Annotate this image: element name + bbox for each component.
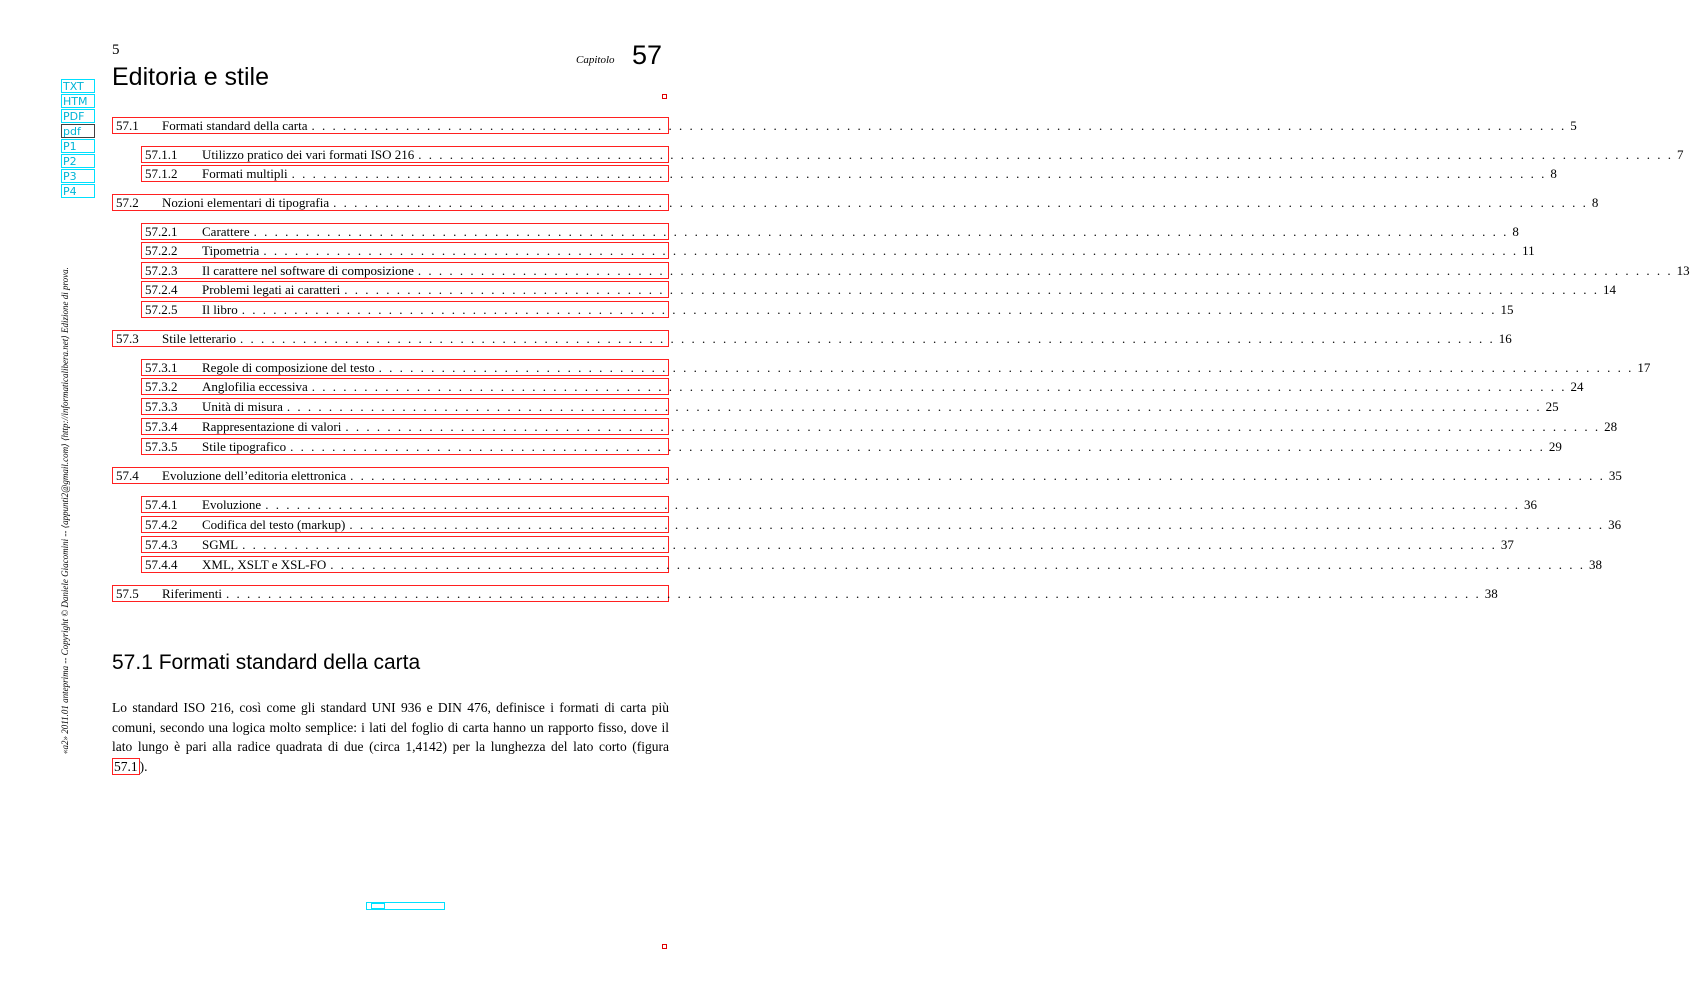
toc-entry[interactable] [141, 223, 1519, 240]
toc-entry-title: XML, XSLT e XSL-FO [202, 556, 327, 572]
toc-entry-page: 25 [1545, 398, 1559, 414]
toc-entry-leader: . . . . . . . . . . . . . . . . . . . . . . . . . . . . . . . . . . . . . . . . . . . . . . . . . . . . . . . . . . . . . . . . . . . . . . . . . . . . . . . . . . . . . . . . . . . . . . . . . . . . . . . . . . . . . . . . . . . . . . . . [240, 330, 1495, 346]
toc-entry[interactable] [141, 262, 1690, 279]
toc-entry[interactable] [141, 242, 1535, 259]
copyright-sidebar: «a2» 2011.01 anteprima -- Copyright © Daniele Giacomini -- ⟨appunti2@gmail.com⟩ ⟨http://informaticalibera.net⟩ Edizione di prova. [60, 267, 70, 754]
toc-entry-title: Il carattere nel software di composizione [202, 262, 414, 278]
nav-link-pdf[interactable]: PDF [61, 109, 95, 123]
toc-entry-page: 8 [1550, 165, 1557, 181]
toc-entry-title: Evoluzione dell’editoria elettronica [162, 467, 347, 483]
toc-entry-number: 57.4.4 [145, 556, 178, 572]
toc-entry-page: 29 [1548, 438, 1562, 454]
toc-entry-page: 16 [1498, 330, 1512, 346]
toc-entry-leader: . . . . . . . . . . . . . . . . . . . . . . . . . . . . . . . . . . . . . . . . . . . . . . . . . . . . . . . . . . . . . . . . . . . . . . . . . . . . . . . . . . . . . . . . . . . . . . . . . . . . . . . . . . . . . . . . . . . . . . . . [311, 117, 1567, 133]
toc-entry[interactable] [141, 398, 1559, 415]
toc-entry-number: 57.2.1 [145, 223, 178, 239]
toc-entry-leader: . . . . . . . . . . . . . . . . . . . . . . . . . . . . . . . . . . . . . . . . . . . . . . . . . . . . . . . . . . . . . . . . . . . . . . . . . . . . . . . . . . . . . . . . . . . . . . . . . . . . . . . . . . . . . . . . . . . . . . . . [291, 165, 1547, 181]
toc-entry-title: Problemi legati ai caratteri [202, 281, 341, 297]
toc-entry-page: 28 [1604, 418, 1618, 434]
nav-link-p3[interactable]: P3 [61, 169, 95, 183]
nav-link-p2[interactable]: P2 [61, 154, 95, 168]
toc-entry[interactable] [141, 516, 1622, 533]
toc-entry-title: Codifica del testo (markup) [202, 516, 346, 532]
toc-entry-number: 57.1 [116, 117, 139, 133]
toc-entry-title: Stile tipografico [202, 438, 287, 454]
toc-entry-title: Il libro [202, 301, 238, 317]
toc-entry-page: 36 [1608, 516, 1622, 532]
toc-entry-leader: . . . . . . . . . . . . . . . . . . . . . . . . . . . . . . . . . . . . . . . . . . . . . . . . . . . . . . . . . . . . . . . . . . . . . . . . . . . . . . . . . . . . . . . . . . . . . . . . . . . . . . . . . . . . . . . . . . . . . . . . [330, 556, 1585, 572]
toc-entry[interactable] [141, 359, 1651, 376]
page-navigation-bar[interactable] [366, 902, 445, 910]
toc-entry-leader: . . . . . . . . . . . . . . . . . . . . . . . . . . . . . . . . . . . . . . . . . . . . . . . . . . . . . . . . . . . . . . . . . . . . . . . . . . . . . . . . . . . . . . . . . . . . . . . . . . . . . . . . . . . . . . . . . . . . . . . . [350, 467, 1605, 483]
corner-link-marker[interactable] [662, 94, 667, 99]
toc-entry-page: 14 [1603, 281, 1616, 297]
toc-entry-number: 57.3 [116, 330, 139, 346]
toc-entry-number: 57.1.1 [145, 146, 178, 162]
toc-entry-number: 57.4 [116, 467, 139, 483]
chapter-title: Editoria e stile [112, 63, 270, 91]
toc-entry-number: 57.2 [116, 194, 139, 210]
toc-entry-leader: . . . . . . . . . . . . . . . . . . . . . . . . . . . . . . . . . . . . . . . . . . . . . . . . . . . . . . . . . . . . . . . . . . . . . . . . . . . . . . . . . . . . . . . . . . . . . . . . . . . . . . . . . . . . . . . . . . . . . . . . [263, 242, 1519, 258]
toc-entry-leader: . . . . . . . . . . . . . . . . . . . . . . . . . . . . . . . . . . . . . . . . . . . . . . . . . . . . . . . . . . . . . . . . . . . . . . . . . . . . . . . . . . . . . . . . . . . . . . . . . . . . . . . . . . . . . . . . . . . . . . . . [417, 262, 1673, 278]
toc-entry-title: Regole di composizione del testo [202, 359, 375, 375]
toc-entry-leader: . . . . . . . . . . . . . . . . . . . . . . . . . . . . . . . . . . . . . . . . . . . . . . . . . . . . . . . . . . . . . . . . . . . . . . . . . . . . . . . . . . . . . . . . . . . . . . . . . . . . . . . . . . . . . . . . . . . . . . . . [345, 418, 1601, 434]
toc-entry-leader: . . . . . . . . . . . . . . . . . . . . . . . . . . . . . . . . . . . . . . . . . . . . . . . . . . . . . . . . . . . . . . . . . . . . . . . . . . . . . . . . . . . . . . . . . . . . . . . . . . . . . . . . . . . . . . . . . . . . . . . . [241, 301, 1497, 317]
toc-entry-page: 8 [1512, 223, 1519, 239]
nav-link-p4[interactable]: P4 [61, 184, 95, 198]
toc-entry[interactable] [141, 438, 1562, 455]
toc-entry[interactable] [112, 585, 1498, 602]
toc-entry-leader: . . . . . . . . . . . . . . . . . . . . . . . . . . . . . . . . . . . . . . . . . . . . . . . . . . . . . . . . . . . . . . . . . . . . . . . . . . . . . . . . . . . . . . . . . . . . . . . . . . . . . . . . . . . . . . . . . . . . . . . . [242, 536, 1497, 552]
toc-entry-leader: . . . . . . . . . . . . . . . . . . . . . . . . . . . . . . . . . . . . . . . . . . . . . . . . . . . . . . . . . . . . . . . . . . . . . . . . . . . . . . . . . . . . . . . . . . . . . . . . . . . . . . . . . . . . . . . . . . . . . . . . [265, 496, 1520, 512]
toc-entry-title: Tipometria [202, 242, 260, 258]
toc-entry-title: Rappresentazione di valori [202, 418, 342, 434]
toc-entry[interactable] [112, 194, 1599, 211]
toc-entry[interactable] [141, 165, 1557, 182]
corner-link-marker-bottom[interactable] [662, 944, 667, 949]
toc-entry-title: Anglofilia eccessiva [202, 378, 308, 394]
toc-entry-title: Formati standard della carta [162, 117, 308, 133]
toc-entry-number: 57.4.2 [145, 516, 178, 532]
figure-reference-link[interactable]: 57.1 [114, 758, 138, 774]
toc-entry-leader: . . . . . . . . . . . . . . . . . . . . . . . . . . . . . . . . . . . . . . . . . . . . . . . . . . . . . . . . . . . . . . . . . . . . . . . . . . . . . . . . . . . . . . . . . . . . . . . . . . . . . . . . . . . . . . . . . . . . . . . . [290, 438, 1545, 454]
toc-entry-page: 38 [1589, 556, 1602, 572]
toc-entry-title: Unità di misura [202, 398, 283, 414]
nav-link-htm[interactable]: HTM [61, 94, 95, 108]
toc-entry-title: Nozioni elementari di tipografia [162, 194, 330, 210]
toc-entry-leader: . . . . . . . . . . . . . . . . . . . . . . . . . . . . . . . . . . . . . . . . . . . . . . . . . . . . . . . . . . . . . . . . . . . . . . . . . . . . . . . . . . . . . . . . . . . . . . . . . . . . . . . . . . . . . . . . . . . . . . . . [311, 378, 1567, 394]
toc-entry[interactable] [141, 301, 1514, 318]
toc-entry-leader: . . . . . . . . . . . . . . . . . . . . . . . . . . . . . . . . . . . . . . . . . . . . . . . . . . . . . . . . . . . . . . . . . . . . . . . . . . . . . . . . . . . . . . . . . . . . . . . . . . . . . . . . . . . . . . . . . . . . . . . . [225, 585, 1481, 601]
toc-entry-number: 57.3.1 [145, 359, 178, 375]
nav-link-p1[interactable]: P1 [61, 139, 95, 153]
toc-entry[interactable] [141, 536, 1514, 553]
toc-entry-page: 36 [1523, 496, 1537, 512]
toc-entry-page: 24 [1570, 378, 1584, 394]
toc-entry-leader: . . . . . . . . . . . . . . . . . . . . . . . . . . . . . . . . . . . . . . . . . . . . . . . . . . . . . . . . . . . . . . . . . . . . . . . . . . . . . . . . . . . . . . . . . . . . . . . . . . . . . . . . . . . . . . . . . . . . . . . . [418, 146, 1674, 162]
toc-entry-page: 7 [1677, 146, 1684, 162]
toc-entry-leader: . . . . . . . . . . . . . . . . . . . . . . . . . . . . . . . . . . . . . . . . . . . . . . . . . . . . . . . . . . . . . . . . . . . . . . . . . . . . . . . . . . . . . . . . . . . . . . . . . . . . . . . . . . . . . . . . . . . . . . . . [333, 194, 1588, 210]
toc-entry-number: 57.4.3 [145, 536, 178, 552]
format-nav [61, 79, 95, 199]
chapter-number: 57 [632, 40, 663, 70]
toc-entry-page: 11 [1522, 242, 1535, 258]
paragraph-text: Lo standard ISO 216, così come gli standard UNI 936 e DIN 476, definisce i formati di carta più comuni, secondo una logica molto semplice: i lati del foglio di carta hanno un rapporto fisso, dove il lato lungo è pari alla radice quadrata di due (circa 1,4142) per la lunghezza del lato corto (figura [112, 700, 669, 754]
toc-entry-number: 57.2.3 [145, 262, 178, 278]
toc-entry[interactable] [141, 281, 1616, 298]
toc-entry-title: Stile letterario [162, 330, 237, 346]
toc-entry-title: SGML [202, 536, 239, 552]
toc-entry-number: 57.1.2 [145, 165, 178, 181]
toc-entry-number: 57.3.3 [145, 398, 178, 414]
toc-entry[interactable] [112, 330, 1512, 347]
toc-entry[interactable] [141, 556, 1602, 573]
toc-entry-title: Utilizzo pratico dei vari formati ISO 216 [202, 146, 415, 162]
toc-entry-number: 57.2.4 [145, 281, 178, 297]
toc-entry-number: 57.3.5 [145, 438, 178, 454]
toc-entry-page: 17 [1637, 359, 1651, 375]
toc-entry-number: 57.3.2 [145, 378, 178, 394]
toc-entry-title: Evoluzione [202, 496, 262, 512]
toc-entry-number: 57.3.4 [145, 418, 178, 434]
toc-entry-number: 57.2.2 [145, 242, 178, 258]
toc-entry-leader: . . . . . . . . . . . . . . . . . . . . . . . . . . . . . . . . . . . . . . . . . . . . . . . . . . . . . . . . . . . . . . . . . . . . . . . . . . . . . . . . . . . . . . . . . . . . . . . . . . . . . . . . . . . . . . . . . . . . . . . . [253, 223, 1509, 239]
toc-entry[interactable] [141, 496, 1537, 513]
toc-entry-leader: . . . . . . . . . . . . . . . . . . . . . . . . . . . . . . . . . . . . . . . . . . . . . . . . . . . . . . . . . . . . . . . . . . . . . . . . . . . . . . . . . . . . . . . . . . . . . . . . . . . . . . . . . . . . . . . . . . . . . . . . [286, 398, 1542, 414]
paragraph-text-end: ). [139, 758, 148, 774]
toc-entry-title: Carattere [202, 223, 250, 239]
nav-link-pdf-small[interactable]: pdf [61, 124, 95, 138]
page-number: 5 [112, 42, 120, 58]
toc-entry[interactable] [141, 146, 1684, 163]
section-heading: 57.1 Formati standard della carta [112, 651, 421, 674]
chapter-label: Capitolo [576, 54, 615, 66]
section-paragraph [112, 698, 669, 776]
toc-entry-number: 57.5 [116, 585, 139, 601]
toc-entry-page: 37 [1500, 536, 1514, 552]
toc-entry-page: 13 [1676, 262, 1690, 278]
toc-entry-page: 5 [1570, 117, 1577, 133]
toc-entry[interactable] [112, 467, 1622, 484]
toc-entry-leader: . . . . . . . . . . . . . . . . . . . . . . . . . . . . . . . . . . . . . . . . . . . . . . . . . . . . . . . . . . . . . . . . . . . . . . . . . . . . . . . . . . . . . . . . . . . . . . . . . . . . . . . . . . . . . . . . . . . . . . . . [349, 516, 1605, 532]
toc-entry[interactable] [112, 117, 1577, 134]
toc-entry-number: 57.4.1 [145, 496, 178, 512]
toc-entry-page: 35 [1608, 467, 1622, 483]
nav-link-txt[interactable]: TXT [61, 79, 95, 93]
toc-entry-title: Riferimenti [162, 585, 222, 601]
toc-entry-number: 57.2.5 [145, 301, 178, 317]
toc-entry[interactable] [141, 378, 1584, 395]
toc-entry-page: 8 [1591, 194, 1599, 210]
toc-entry-leader: . . . . . . . . . . . . . . . . . . . . . . . . . . . . . . . . . . . . . . . . . . . . . . . . . . . . . . . . . . . . . . . . . . . . . . . . . . . . . . . . . . . . . . . . . . . . . . . . . . . . . . . . . . . . . . . . . . . . . . . . [344, 281, 1599, 297]
toc-entry-page: 38 [1484, 585, 1498, 601]
toc-entry[interactable] [141, 418, 1618, 435]
toc-entry-title: Formati multipli [202, 165, 288, 181]
toc-entry-page: 15 [1500, 301, 1514, 317]
toc-entry-leader: . . . . . . . . . . . . . . . . . . . . . . . . . . . . . . . . . . . . . . . . . . . . . . . . . . . . . . . . . . . . . . . . . . . . . . . . . . . . . . . . . . . . . . . . . . . . . . . . . . . . . . . . . . . . . . . . . . . . . . . . [378, 359, 1634, 375]
